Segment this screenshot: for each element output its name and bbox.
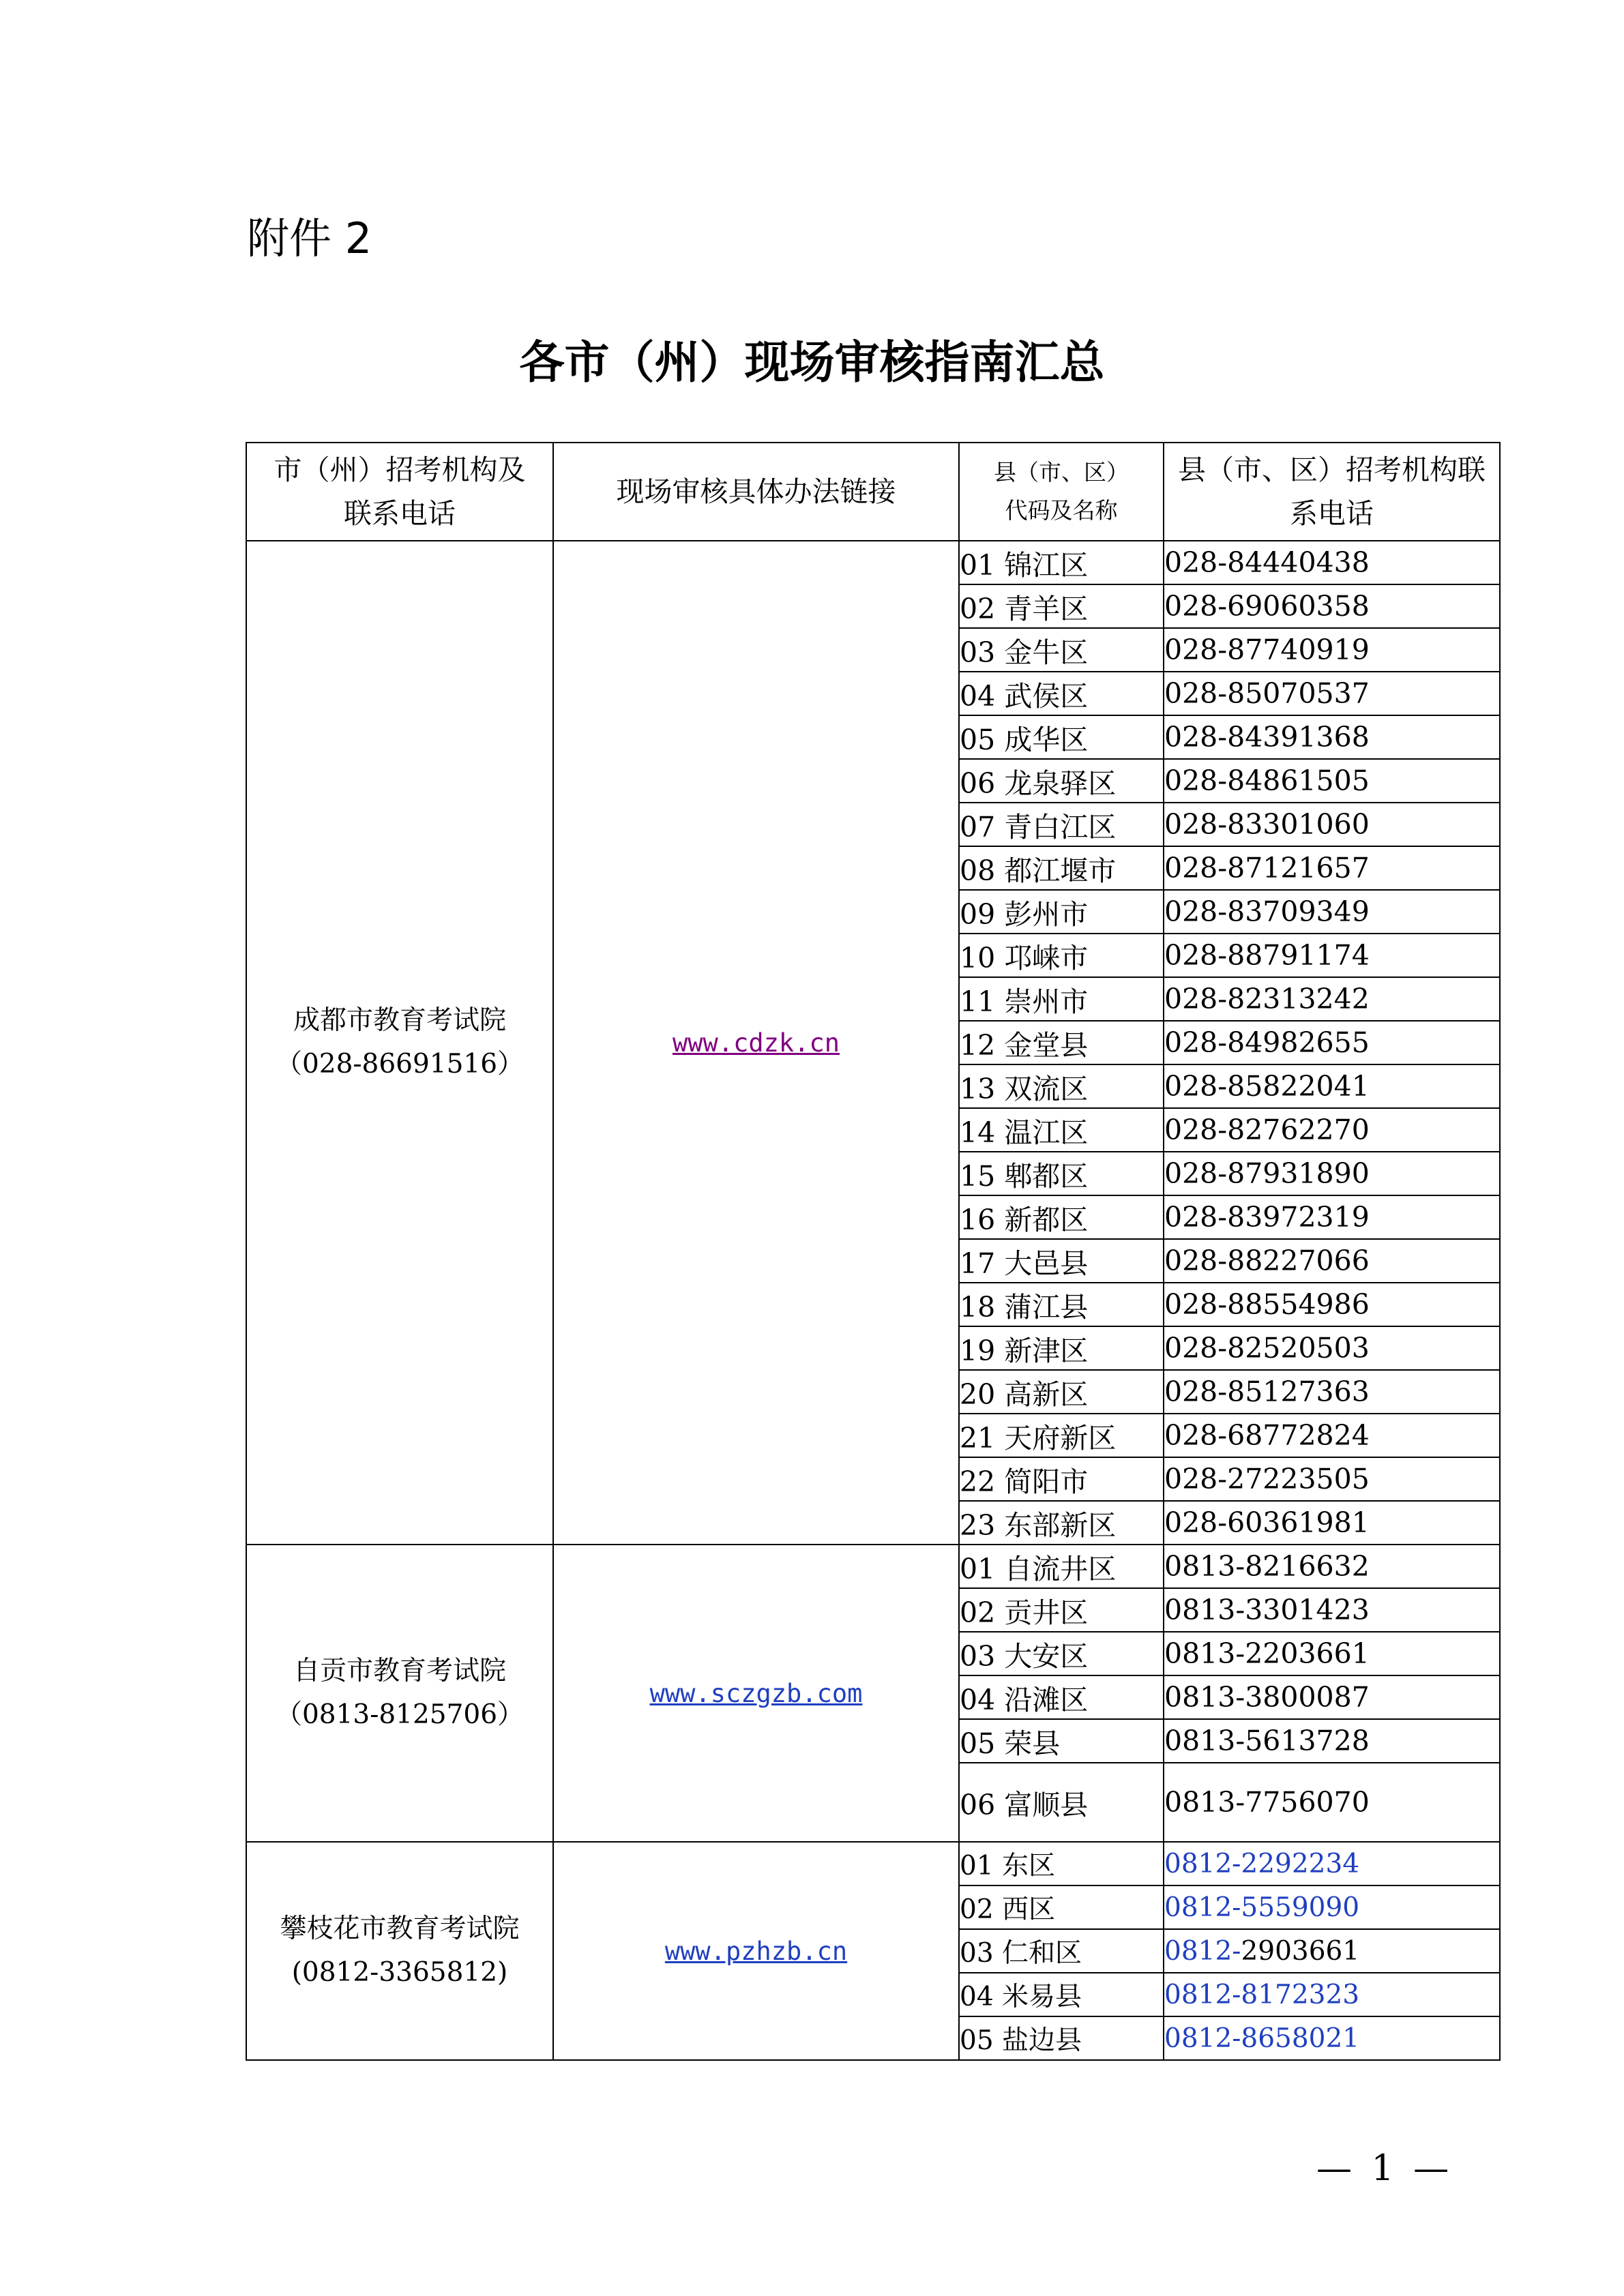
county-phone: 0813-2203661 (1164, 1632, 1500, 1675)
county-phone: 028-88554986 (1164, 1283, 1500, 1326)
header-phone: 县（市、区）招考机构联系电话 (1164, 443, 1500, 541)
county-name: 06 龙泉驿区 (959, 759, 1164, 803)
city-agency-phone: （0813-8125706） (275, 1699, 525, 1730)
county-phone: 028-85822041 (1164, 1064, 1500, 1108)
city-agency-phone: （028-86691516） (275, 1049, 525, 1079)
link-cell (553, 1842, 959, 2060)
county-name: 04 米易县 (959, 1973, 1164, 2016)
county-phone: 028-87931890 (1164, 1152, 1500, 1195)
county-phone: 028-84861505 (1164, 759, 1500, 803)
county-name: 11 崇州市 (959, 977, 1164, 1021)
city-agency-cell (246, 541, 553, 1545)
county-phone: 028-83301060 (1164, 803, 1500, 846)
county-name: 05 成华区 (959, 715, 1164, 759)
county-phone-prefix: 0812- (1164, 1935, 1241, 1967)
county-name: 03 仁和区 (959, 1929, 1164, 1973)
county-name: 01 东区 (959, 1842, 1164, 1885)
county-name: 01 锦江区 (959, 541, 1164, 584)
county-phone: 028-83972319 (1164, 1195, 1500, 1239)
county-phone: 028-82520503 (1164, 1326, 1500, 1370)
county-phone: 0812-8658021 (1164, 2016, 1500, 2060)
county-phone: 028-85070537 (1164, 672, 1500, 715)
county-name: 13 双流区 (959, 1064, 1164, 1108)
county-phone: 028-82762270 (1164, 1108, 1500, 1152)
county-phone: 0812-8172323 (1164, 1973, 1500, 2016)
county-phone: 0813-8216632 (1164, 1545, 1500, 1588)
county-name: 17 大邑县 (959, 1239, 1164, 1283)
review-guide-table (246, 442, 1501, 2061)
county-name: 08 都江堰市 (959, 846, 1164, 890)
county-phone-suffix: 2903661 (1241, 1935, 1360, 1967)
review-guide-link[interactable]: www.pzhzb.cn (664, 1936, 848, 1966)
county-name: 02 贡井区 (959, 1588, 1164, 1632)
county-phone: 0813-7756070 (1164, 1763, 1500, 1842)
county-phone: 028-69060358 (1164, 584, 1500, 628)
county-phone: 0813-3301423 (1164, 1588, 1500, 1632)
page-number: — 1 — (1316, 2148, 1453, 2189)
table-row (246, 1842, 1500, 1885)
county-phone: 0812-2292234 (1164, 1842, 1500, 1885)
county-name: 21 天府新区 (959, 1414, 1164, 1457)
city-agency-name: 攀枝花市教育考试院 (280, 1913, 520, 1944)
county-name: 04 武侯区 (959, 672, 1164, 715)
county-name: 20 高新区 (959, 1370, 1164, 1414)
county-phone: 0813-5613728 (1164, 1719, 1500, 1763)
county-name: 23 东部新区 (959, 1501, 1164, 1545)
county-phone: 028-83709349 (1164, 890, 1500, 934)
county-phone: 028-60361981 (1164, 1501, 1500, 1545)
county-phone: 028-84440438 (1164, 541, 1500, 584)
attachment-label: 附件 2 (247, 213, 372, 263)
county-name: 12 金堂县 (959, 1021, 1164, 1064)
county-phone: 0813-3800087 (1164, 1675, 1500, 1719)
link-cell (553, 1545, 959, 1842)
county-phone: 028-88791174 (1164, 934, 1500, 977)
county-name: 02 西区 (959, 1885, 1164, 1929)
county-name: 19 新津区 (959, 1326, 1164, 1370)
county-phone: 028-87740919 (1164, 628, 1500, 672)
county-name: 14 温江区 (959, 1108, 1164, 1152)
county-name: 05 盐边县 (959, 2016, 1164, 2060)
county-name: 02 青羊区 (959, 584, 1164, 628)
county-phone: 0812-5559090 (1164, 1885, 1500, 1929)
county-name: 01 自流井区 (959, 1545, 1164, 1588)
county-name: 09 彭州市 (959, 890, 1164, 934)
city-agency-cell (246, 1842, 553, 2060)
table-row (246, 541, 1500, 584)
county-phone: 028-84982655 (1164, 1021, 1500, 1064)
header-link: 现场审核具体办法链接 (553, 443, 959, 541)
county-name: 03 金牛区 (959, 628, 1164, 672)
county-phone: 028-85127363 (1164, 1370, 1500, 1414)
header-county: 县（市、区）代码及名称 (959, 443, 1164, 541)
link-cell (553, 541, 959, 1545)
county-name: 10 邛崃市 (959, 934, 1164, 977)
county-name: 04 沿滩区 (959, 1675, 1164, 1719)
county-name: 03 大安区 (959, 1632, 1164, 1675)
county-name: 07 青白江区 (959, 803, 1164, 846)
county-phone: 028-88227066 (1164, 1239, 1500, 1283)
county-phone (1164, 1929, 1500, 1973)
county-phone: 028-27223505 (1164, 1457, 1500, 1501)
county-name: 16 新都区 (959, 1195, 1164, 1239)
county-name: 06 富顺县 (959, 1763, 1164, 1842)
document-title: 各市（州）现场审核指南汇总 (519, 336, 1105, 389)
header-city: 市（州）招考机构及联系电话 (246, 443, 553, 541)
county-name: 15 郫都区 (959, 1152, 1164, 1195)
table-row (246, 1545, 1500, 1588)
county-phone: 028-84391368 (1164, 715, 1500, 759)
city-agency-name: 成都市教育考试院 (293, 1005, 506, 1036)
review-guide-link[interactable]: www.cdzk.cn (672, 1028, 840, 1058)
county-phone: 028-82313242 (1164, 977, 1500, 1021)
review-guide-link[interactable]: www.sczgzb.com (649, 1678, 863, 1708)
county-phone: 028-68772824 (1164, 1414, 1500, 1457)
city-agency-phone: (0812-3365812) (291, 1957, 508, 1988)
county-name: 05 荣县 (959, 1719, 1164, 1763)
county-name: 18 蒲江县 (959, 1283, 1164, 1326)
county-name: 22 简阳市 (959, 1457, 1164, 1501)
table-header-row (246, 443, 1500, 541)
city-agency-cell (246, 1545, 553, 1842)
county-phone: 028-87121657 (1164, 846, 1500, 890)
city-agency-name: 自贡市教育考试院 (293, 1656, 506, 1686)
